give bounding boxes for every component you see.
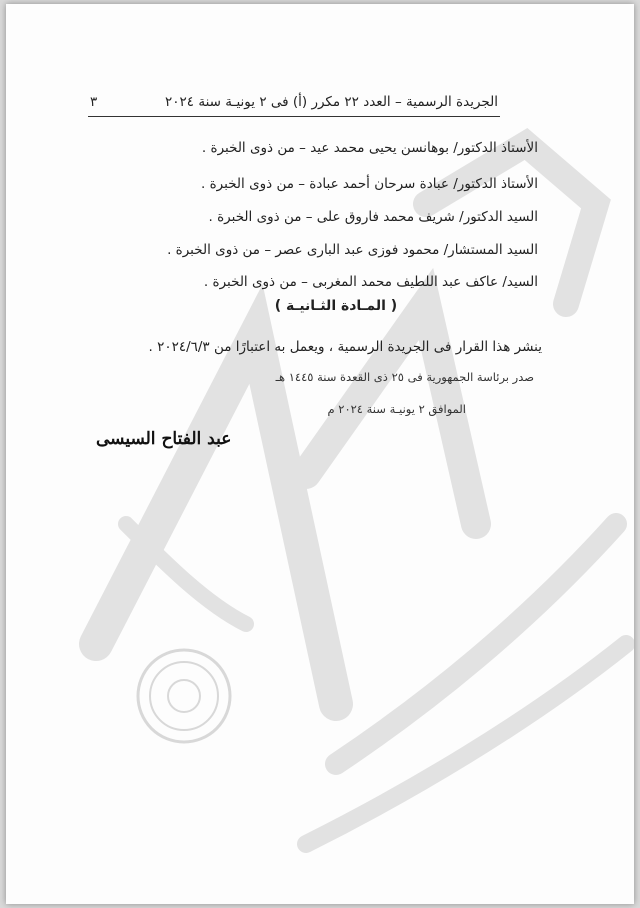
- article-heading: ( المـادة الثـانيـة ): [274, 298, 398, 314]
- header-divider: [88, 116, 500, 117]
- member-line: الأستاذ الدكتور/ بوهانسن يحيى محمد عيد – من ذوى الخبرة .: [201, 140, 538, 156]
- member-line: السيد المستشار/ محمود فوزى عبد البارى عصر – من ذوى الخبرة .: [167, 242, 538, 258]
- document-page: [6, 4, 634, 904]
- signature: عبد الفتاح السيسى: [96, 429, 232, 449]
- member-line: الأستاذ الدكتور/ عبادة سرحان أحمد عبادة – من ذوى الخبرة .: [201, 176, 538, 192]
- page-number: ٣: [90, 94, 98, 110]
- page-header: [90, 90, 498, 114]
- issued-line: صدر برئاسة الجمهورية فى ٢٥ ذى القعدة سنة ١٤٤٥ هـ: [275, 370, 534, 384]
- corresponding-date-line: الموافق ٢ يونيـة سنة ٢٠٢٤ م: [327, 402, 466, 416]
- member-line: السيد الدكتور/ شريف محمد فاروق على – من ذوى الخبرة .: [208, 209, 538, 225]
- header-title: الجريدة الرسمية – العدد ٢٢ مكرر (أ) فى ٢ يونيـة سنة ٢٠٢٤: [165, 94, 498, 110]
- seal-stamp: [138, 650, 230, 742]
- member-line: السيد/ عاكف عبد اللطيف محمد المغربى – من ذوى الخبرة .: [203, 274, 538, 290]
- watermark-graphic: [6, 4, 634, 904]
- watermark-stroke: [336, 524, 616, 764]
- article-text: ينشر هذا القرار فى الجريدة الرسمية ، ويعمل به اعتبارًا من ٢٠٢٤/٦/٣ .: [148, 339, 542, 355]
